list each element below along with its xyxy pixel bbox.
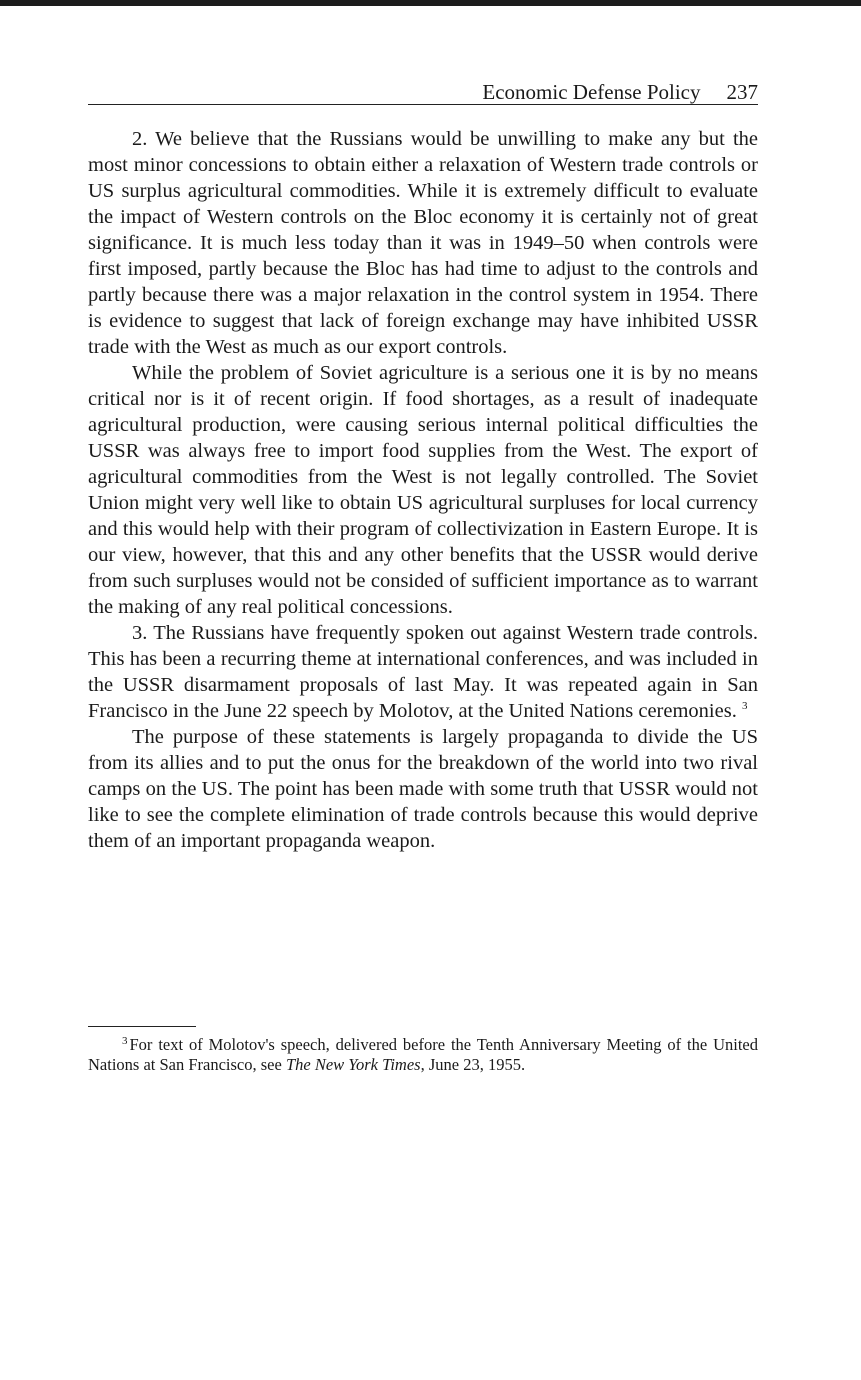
running-header bbox=[88, 80, 758, 105]
footnote-source-title: The New York Times bbox=[285, 1055, 421, 1074]
footnote-reference: 3 bbox=[741, 700, 748, 713]
footnote-text: For text of Molotov's speech, delivered before the Tenth Anniversary Meeting of the United Nations at San Francisco, see bbox=[88, 1035, 758, 1074]
footnote-marker: 3 bbox=[122, 1034, 128, 1047]
footnote-divider bbox=[88, 1026, 196, 1027]
page-number: 237 bbox=[726, 80, 758, 104]
footnote-date: , June 23, 1955. bbox=[420, 1055, 526, 1074]
paragraph-soviet-agriculture: While the problem of Soviet agriculture is a serious one it is by no means critical nor is it of recent origin. If food shortages, as a result of inadequate agricultural production, were causing serious internal political difficulties the USSR was always free to import food supplies from the West. The export of agricultural commodities from the West is not legally controlled. The Soviet Union might very well like to obtain US agricultural surpluses for local currency and this would help with their program of collectivization in Eastern Europe. It is our view, however, that this and any other benefits that the USSR would derive from such surpluses would not be consided of sufficient importance as to warrant the making of any real political concessions. bbox=[88, 362, 758, 618]
top-border bbox=[0, 0, 861, 6]
paragraph-propaganda: The purpose of these statements is largely propaganda to divide the US from its allies and to put the onus for the breakdown of the world into two rival camps on the US. The point has been made with some truth that USSR would not like to see the complete elimination of trade controls because this would deprive them of an important propaganda weapon. bbox=[88, 726, 758, 852]
main-text bbox=[88, 126, 758, 854]
paragraph-3-text: 3. The Russians have frequently spoken out against Western trade controls. This has been a recurring theme at international conferences, and was included in the USSR disarmament proposals of last May. It was repeated again in San Francisco in the June 22 speech by Molotov, at the United Nations ceremonies. bbox=[88, 622, 758, 722]
running-title: Economic Defense Policy bbox=[482, 80, 701, 104]
paragraph-3 bbox=[88, 620, 758, 724]
paragraph-2: 2. We believe that the Russians would be unwilling to make any but the most minor concessions to obtain either a relaxation of Western trade controls or US surplus agricultural commodities. While it is extremely difficult to evaluate the impact of Western controls on the Bloc economy it is certainly not of great significance. It is much less today than it was in 1949–50 when controls were first imposed, partly because the Bloc has had time to adjust to the controls and partly because there was a major relaxation in the control system in 1954. There is evidence to suggest that lack of foreign exchange may have inhibited USSR trade with the West as much as our export controls. bbox=[88, 128, 758, 358]
footnote bbox=[88, 1035, 758, 1075]
